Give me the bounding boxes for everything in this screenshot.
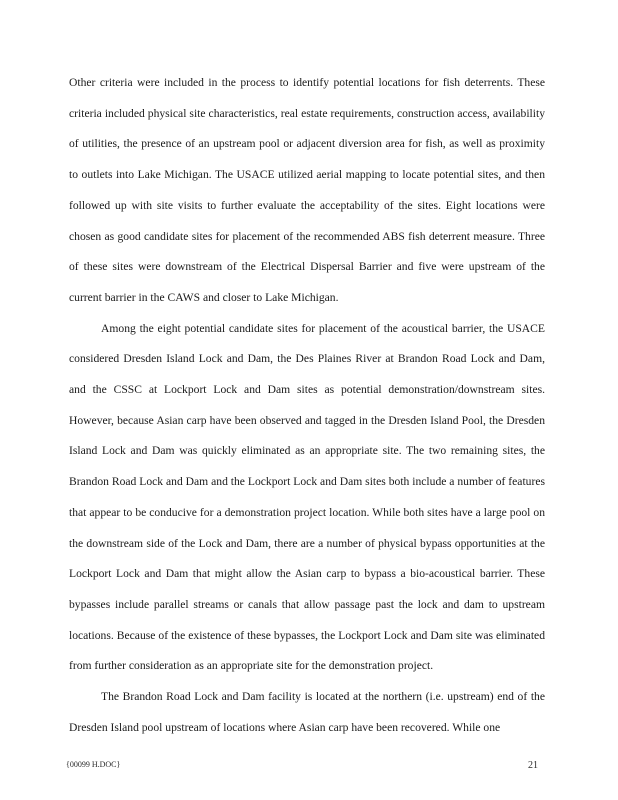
footer-page-number: 21 — [528, 760, 538, 771]
paragraph-brandon-road: The Brandon Road Lock and Dam facility is located at the northern (i.e. upstream) end of the Dresden Island pool upstream of locations where Asian carp have been recovered. While one — [69, 690, 545, 734]
paragraph-candidate-sites: Among the eight potential candidate sites for placement of the acoustical barrier, the USACE considered Dresden Island Lock and Dam, the Des Plaines River at Brandon Road Lock and Dam, and the CSSC at Lockport Lock and Dam sites as potential demonstration/downstream sites. However, because Asian carp have been observed and tagged in the Dresden Island Pool, the Dresden Island Lock and Dam was quickly eliminated as an appropriate site. The two remaining sites, the Brandon Road Lock and Dam and the Lockport Lock and Dam sites both include a number of features that appear to be conducive for a demonstration project location. While both sites have a large pool on the downstream side of the Lock and Dam, there are a number of physical bypass opportunities at the Lockport Lock and Dam that might allow the Asian carp to bypass a bio-acoustical barrier. These bypasses include parallel streams or canals that allow passage past the lock and dam to upstream locations. Because of the existence of these bypasses, the Lockport Lock and Dam site was eliminated from further consideration as an appropriate site for the demonstration project. — [69, 321, 545, 673]
body-text — [69, 68, 545, 743]
footer-document-id: {00099 H.DOC} — [66, 760, 121, 769]
paragraph-site-criteria: Other criteria were included in the process to identify potential locations for fish deterrents. These criteria included physical site characteristics, real estate requirements, construction access, availability of utilities, the presence of an upstream pool or adjacent diversion area for fish, as well as proximity to outlets into Lake Michigan. The USACE utilized aerial mapping to locate potential sites, and then followed up with site visits to further evaluate the acceptability of the sites. Eight locations were chosen as good candidate sites for placement of the recommended ABS fish deterrent measure. Three of these sites were downstream of the Electrical Dispersal Barrier and five were upstream of the current barrier in the CAWS and closer to Lake Michigan. — [69, 76, 545, 304]
